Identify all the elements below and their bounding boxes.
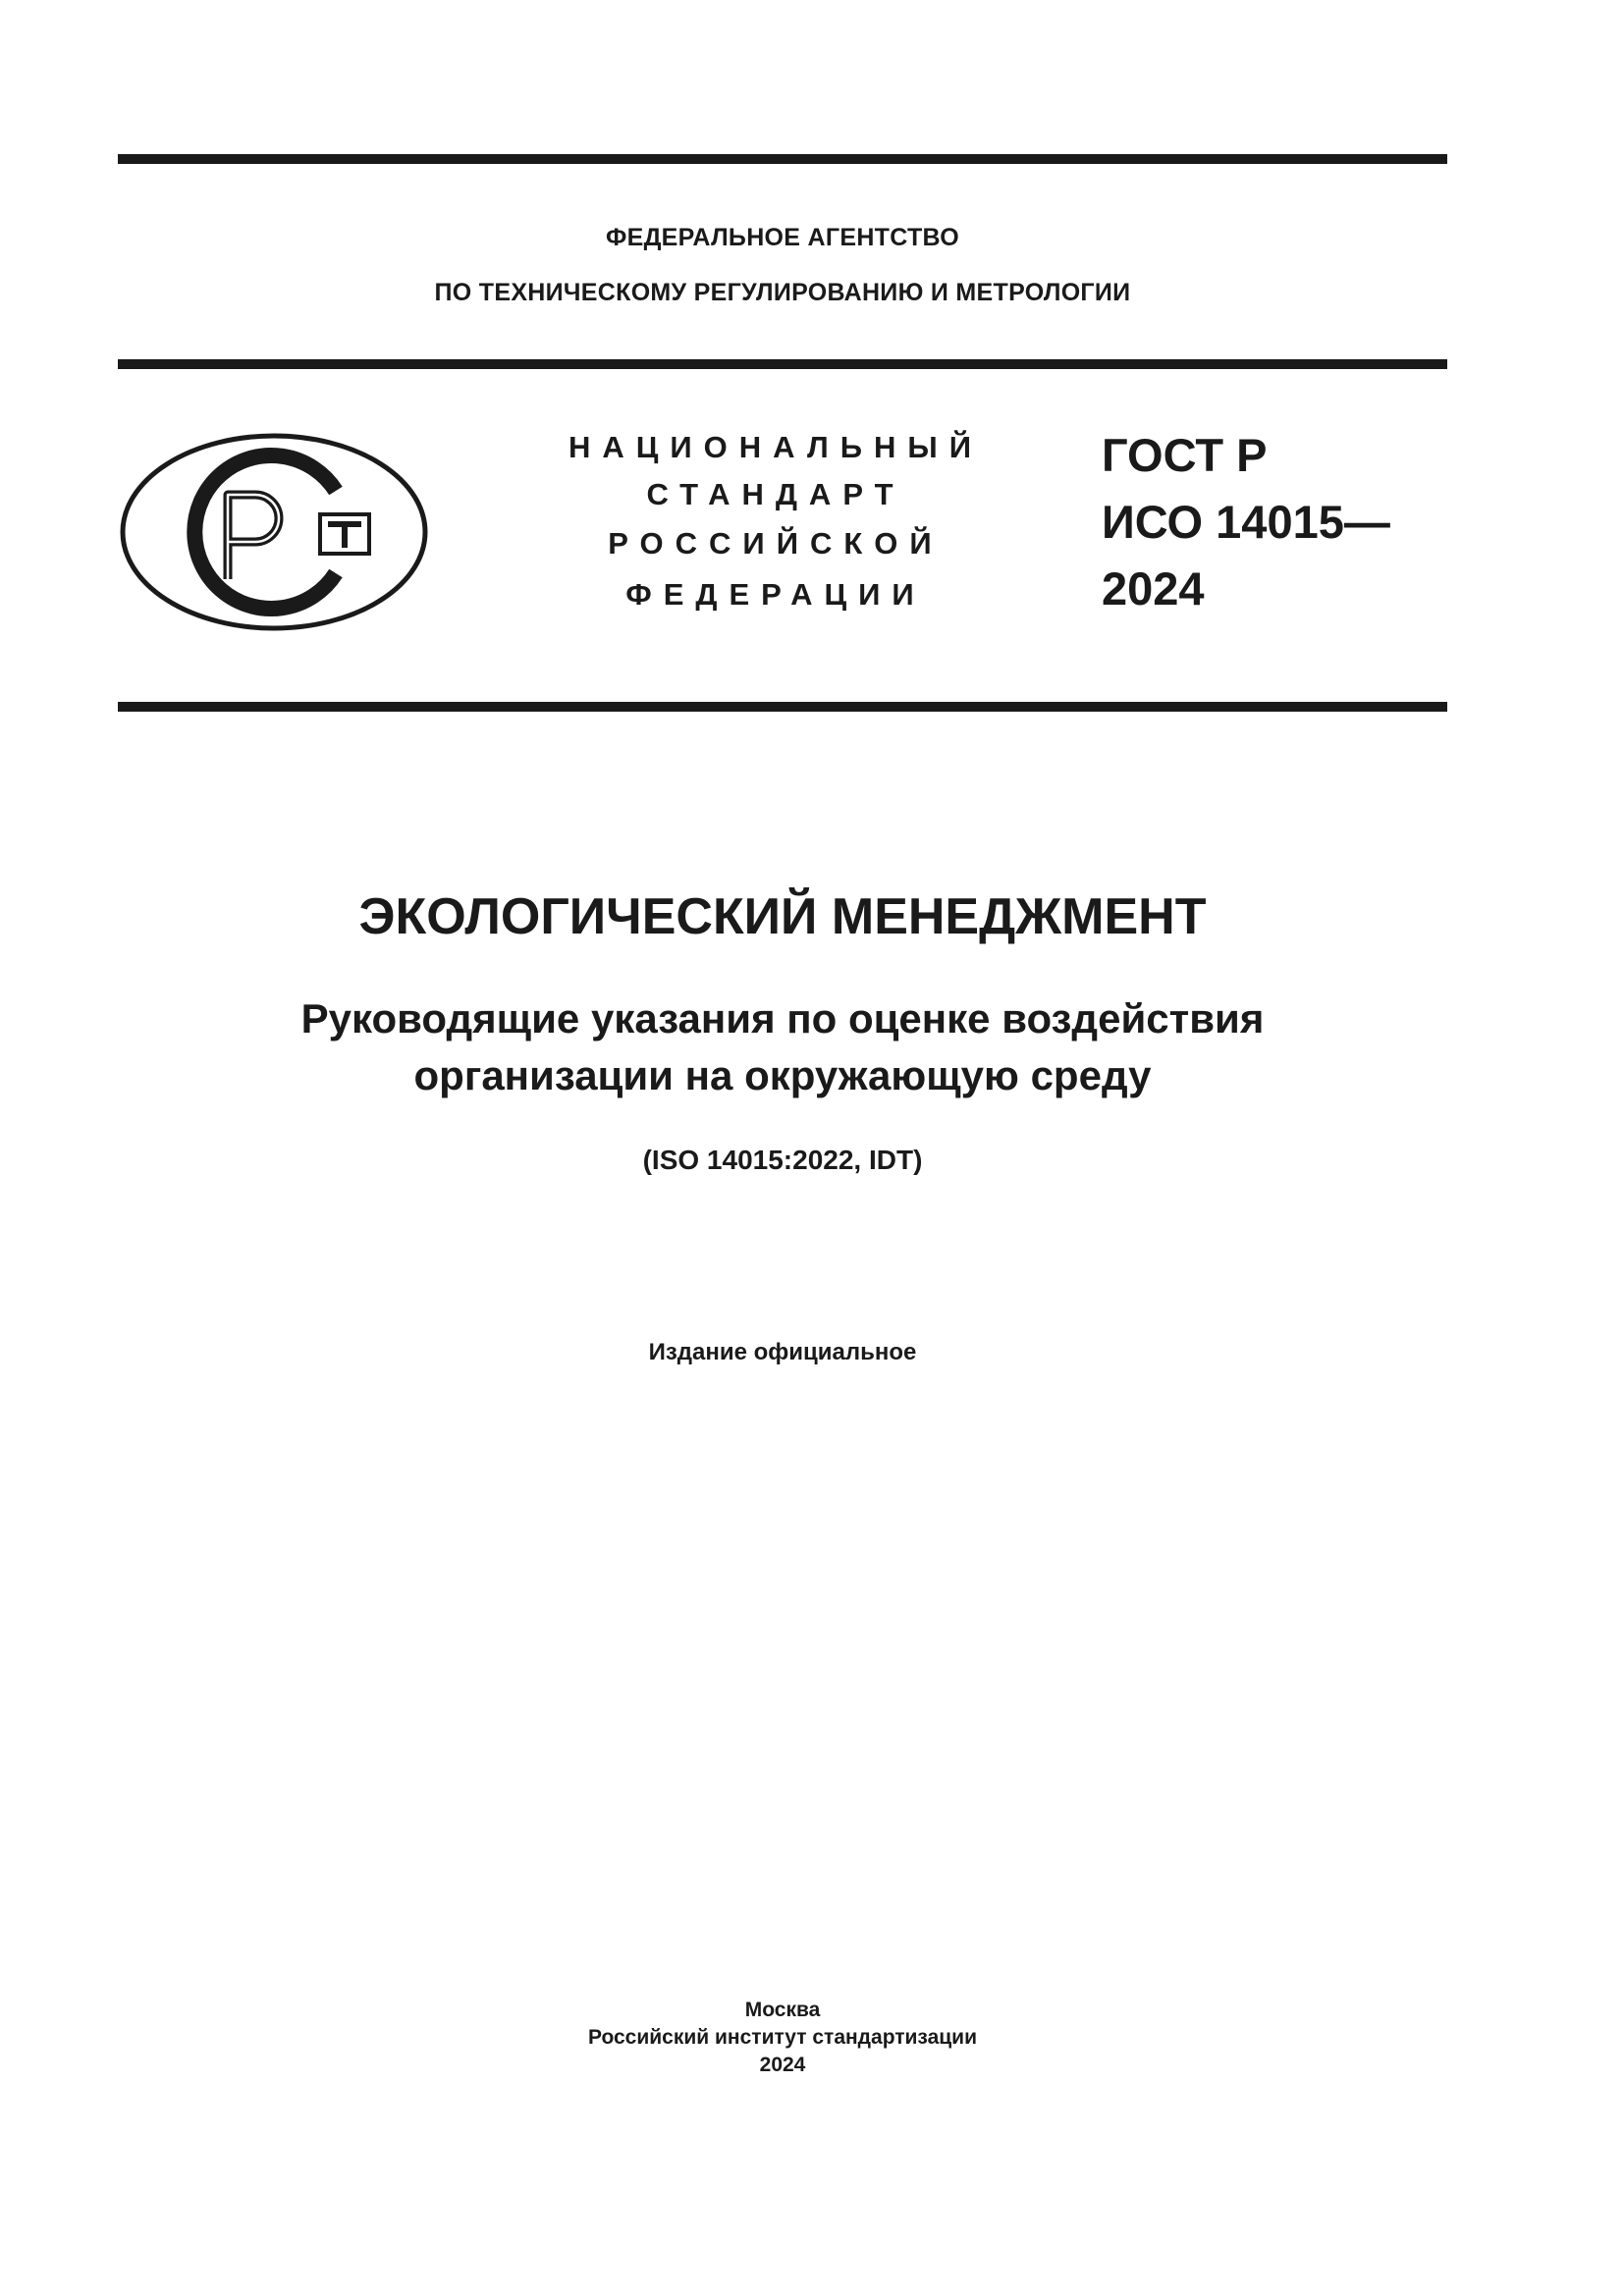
agency-line-2: ПО ТЕХНИЧЕСКОМУ РЕГУЛИРОВАНИЮ И МЕТРОЛОГИИ [434, 279, 1131, 306]
subtitle-line-2: организации на окружающую среду [413, 1052, 1152, 1098]
bottom-rule [118, 702, 1447, 712]
imprint-publisher: Российский институт стандартизации [587, 2026, 978, 2049]
middle-rule [118, 359, 1447, 369]
edition-note: Издание официальное [648, 1339, 917, 1365]
designation-line-1: ГОСТ Р [1102, 429, 1268, 481]
rst-certification-mark-icon [118, 432, 430, 632]
subtitle-line-1: Руководящие указания по оценке воздействия [300, 995, 1265, 1041]
designation-line-2: ИСО 14015— [1102, 496, 1390, 548]
iso-reference: (ISO 14015:2022, IDT) [642, 1145, 923, 1175]
standard-type-line-1: НАЦИОНАЛЬНЫЙ [568, 430, 984, 464]
standard-type-line-2: СТАНДАРТ [646, 477, 905, 511]
imprint-year: 2024 [759, 2054, 806, 2076]
standard-type-line-3: РОССИЙСКОЙ [608, 526, 944, 561]
agency-line-1: ФЕДЕРАЛЬНОЕ АГЕНТСТВО [605, 224, 960, 251]
designation-line-3: 2024 [1102, 562, 1205, 614]
standard-type-line-4: ФЕДЕРАЦИИ [625, 577, 926, 612]
top-rule [118, 154, 1447, 164]
main-title: ЭКОЛОГИЧЕСКИЙ МЕНЕДЖМЕНТ [358, 888, 1207, 945]
imprint-city: Москва [744, 1999, 821, 2021]
